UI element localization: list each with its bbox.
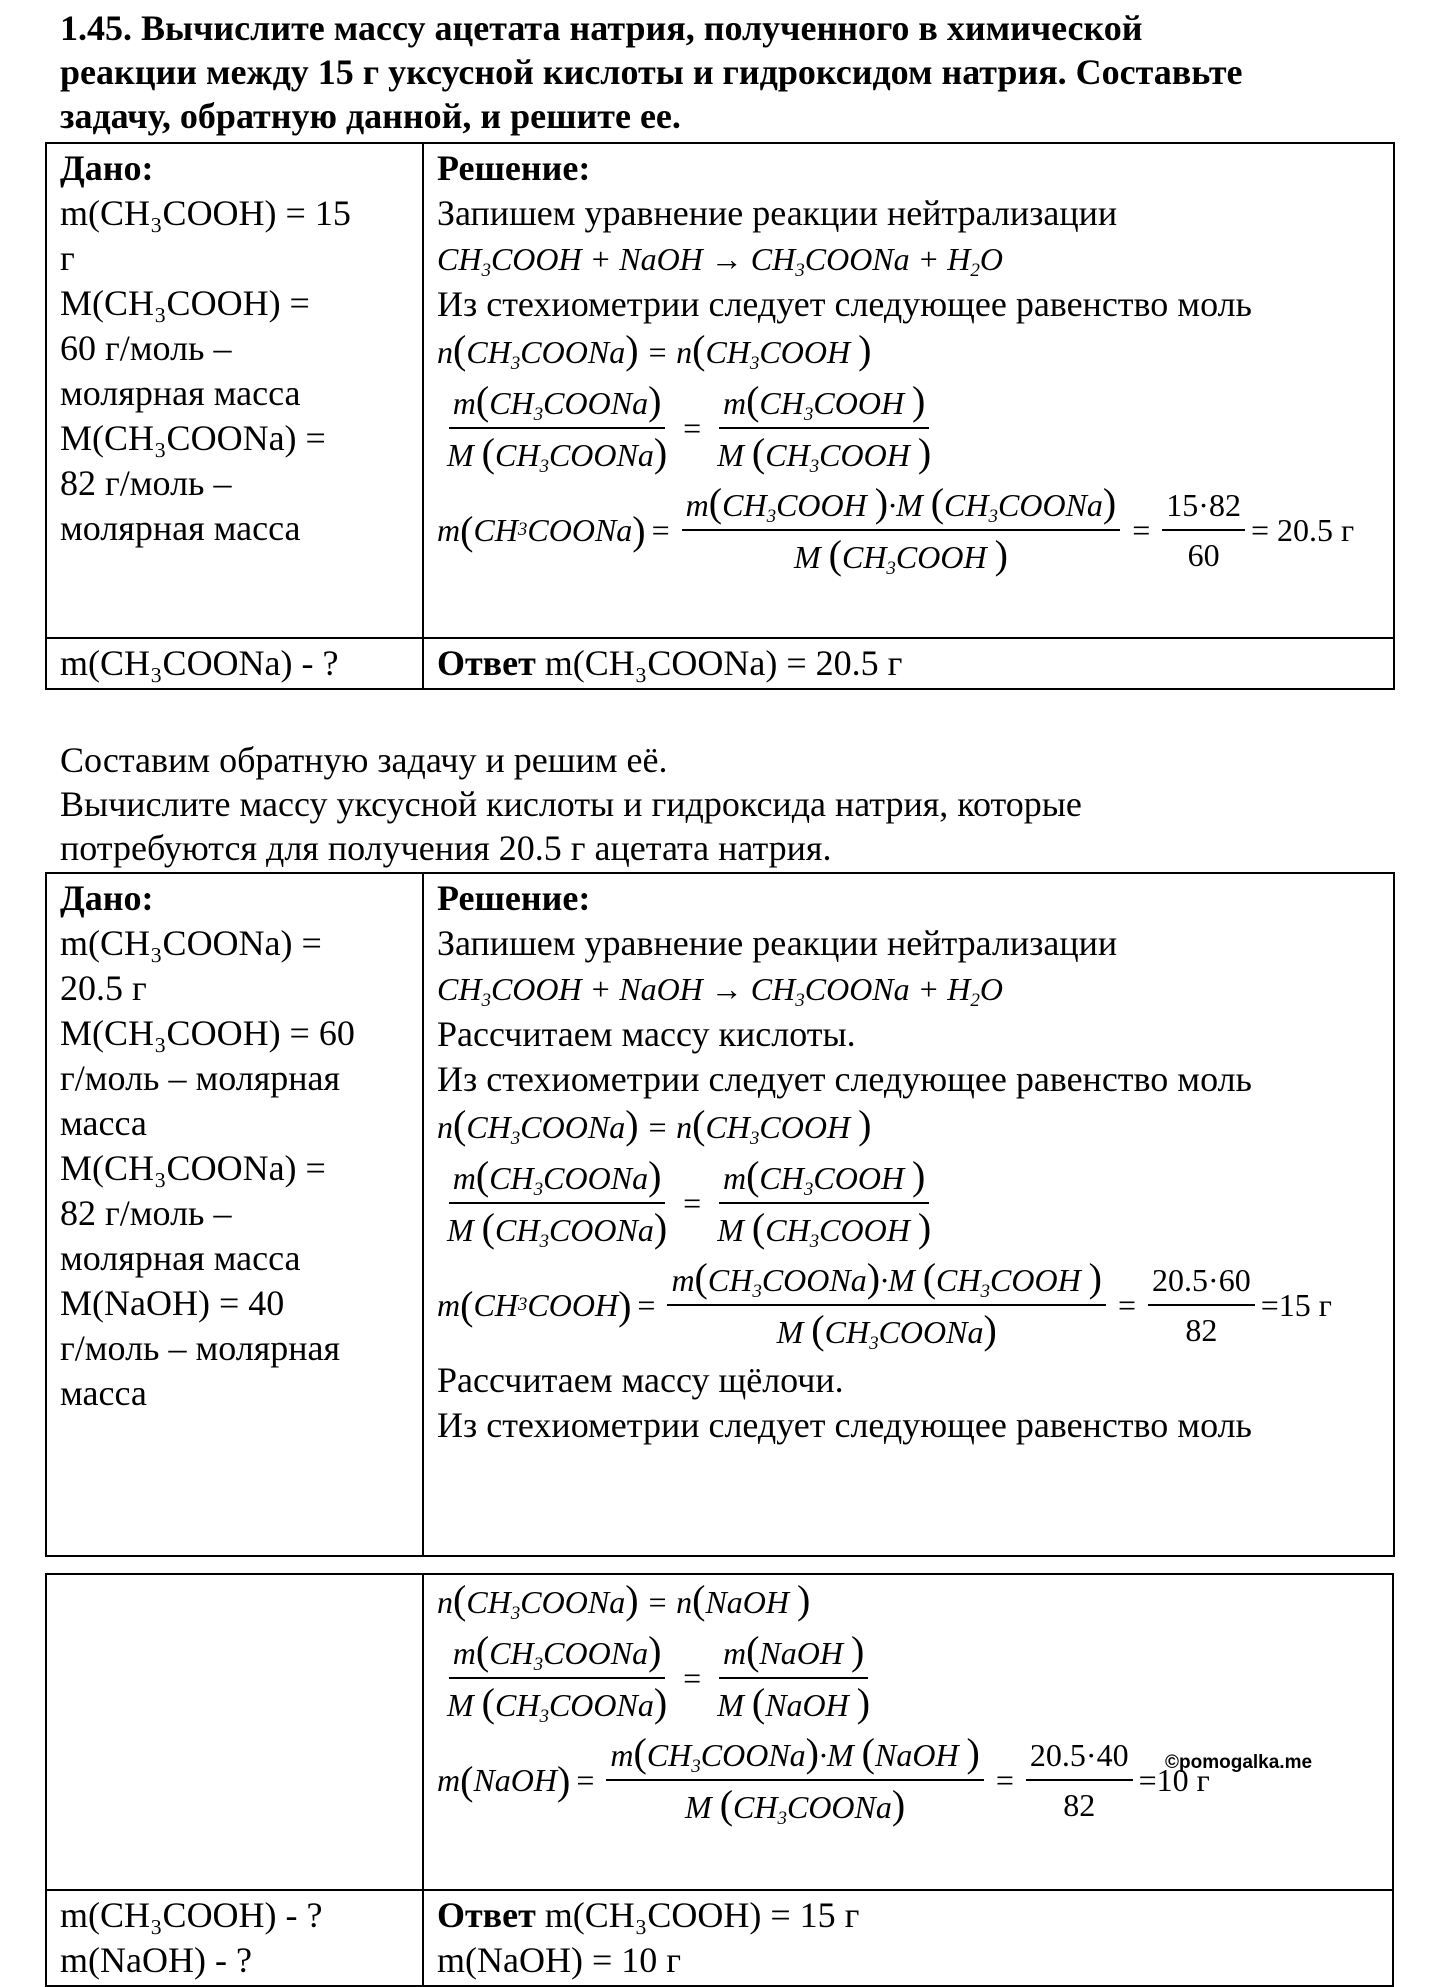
title-line-1: 1.45. Вычислите массу ацетата натрия, полученного в химической (60, 8, 1143, 48)
mole-equality: $n(CH_3COONa)$ = $n(CH_3COOH$ ) (437, 327, 872, 374)
mole-equality: $n(CH_3COONa)$ = $n(CH_3COOH$ ) (437, 1102, 872, 1149)
find-value: m(NaOH) - ? (60, 1940, 252, 1980)
given-line: M(CH₃COOH) = 60 (60, 1013, 355, 1053)
solution-step: Запишем уравнение реакции нейтрализации (437, 193, 1118, 233)
given-cell (46, 143, 423, 638)
given-line: молярная масса (60, 1238, 301, 1278)
given-line: молярная масса (60, 508, 301, 548)
title-line-2: реакции между 15 г уксусной кислоты и гидроксидом натрия. Составьте (60, 52, 1243, 92)
calc-result: = 20.5 г (1250, 511, 1355, 548)
calc-denominator: 60 (1187, 537, 1220, 573)
calc-numerator: 20.5·40 (1026, 1733, 1133, 1781)
answer-label: Ответ (437, 1895, 536, 1935)
given-line: 20.5 г (60, 968, 147, 1008)
solution-table-1 (45, 142, 1395, 690)
title-line-3: задачу, обратную данной, и решите ее. (60, 96, 681, 136)
find-cell (46, 1890, 423, 1986)
answer-value: m(CH₃COOH) = 15 г (544, 1895, 860, 1935)
find-value: m(CH₃COONa) - ? (60, 643, 339, 683)
mass-calc-equation: m ( CH 3 COONa ) = $\frac{m(CH_3COOH )\cdot M (CH_3COONa)}{M (CH_3COOH )}$ = $\frac{15\cdot 82}{60}$ = 20.5 г (437, 480, 1355, 579)
given-line: 82 г/моль – (60, 463, 232, 503)
given-line: M(NaOH) = 40 (60, 1283, 285, 1323)
given-line: г/моль – молярная (60, 1058, 341, 1098)
solution-step: Из стехиометрии следует следующее равенство моль (437, 1059, 1252, 1099)
solution-table-3 (45, 1573, 1394, 1987)
solution-step: Запишем уравнение реакции нейтрализации (437, 923, 1118, 963)
inverse-problem-text (60, 738, 1400, 870)
calc-result: =10 г (1138, 1761, 1210, 1798)
solution-step: Из стехиометрии следует следующее равенство моль (437, 1405, 1252, 1445)
inverse-line-3: потребуются для получения 20.5 г ацетата натрия. (60, 828, 832, 868)
solution-cell (423, 873, 1394, 1556)
calc-denominator: 82 (1063, 1787, 1096, 1823)
solution-cell (423, 1574, 1393, 1890)
given-line: M(CH₃COONa) = (60, 1148, 326, 1188)
reaction-equation: $CH_3COOH$ + NaOH → $CH_3COONa + H_2O$ (437, 241, 1003, 281)
given-line: M(CH₃COOH) = (60, 283, 310, 323)
answer-cell (423, 1890, 1393, 1986)
find-cell (46, 638, 423, 689)
solution-step: Рассчитаем массу щёлочи. (437, 1360, 844, 1400)
given-line: 60 г/моль – (60, 328, 232, 368)
answer-cell (423, 638, 1394, 689)
solution-cell (423, 143, 1394, 638)
calc-result: =15 г (1260, 1286, 1332, 1323)
answer-value: m(NaOH) = 10 г (437, 1940, 682, 1980)
given-line: m(CH₃COOH) = 15 (60, 193, 351, 233)
mole-equality: $n(CH_3COONa)$ = n(NaOH ) (437, 1577, 811, 1624)
given-cell (46, 873, 423, 1556)
inverse-line-2: Вычислите массу уксусной кислоты и гидроксида натрия, которые (60, 784, 1082, 824)
mass-calc-equation: m ( CH 3 COOH ) = $\frac{m(CH_3COONa)\cdot M (CH_3COOH )}{M (CH_3COONa)}$ = $\frac{20.5\cdot 60}{82}$ =15 г (437, 1255, 1332, 1354)
calc-numerator: 20.5·60 (1148, 1258, 1255, 1306)
given-line: масса (60, 1373, 147, 1413)
given-line: масса (60, 1103, 147, 1143)
given-label: Дано: (60, 878, 154, 918)
answer-value: m(CH₃COONa) = 20.5 г (544, 643, 903, 683)
reaction-equation: $CH_3COOH$ + NaOH → $CH_3COONa + H_2O$ (437, 971, 1003, 1011)
mass-ratio-equation: $\frac{m(CH_3COONa)}{M (CH_3COONa)}$ = $\frac{m(CH_3COOH )}{M (CH_3COOH )}$ (447, 378, 932, 477)
solution-label: Решение: (437, 148, 591, 188)
answer-label: Ответ (437, 643, 536, 683)
mass-ratio-equation: $\frac{m(CH_3COONa)}{M (CH_3COONa)}$ = $\frac{\text{m(NaOH )}}{\text{M (NaOH )}}$ (447, 1628, 871, 1727)
solution-step: Из стехиометрии следует следующее равенство моль (437, 284, 1252, 324)
solution-label: Решение: (437, 878, 591, 918)
given-line: 82 г/моль – (60, 1193, 232, 1233)
given-line: г (60, 238, 75, 278)
watermark-text: ©pomogalka.me (1165, 1752, 1313, 1773)
calc-numerator: 15·82 (1162, 483, 1245, 531)
given-label: Дано: (60, 148, 154, 188)
mass-ratio-equation: $\frac{m(CH_3COONa)}{M (CH_3COONa)}$ = $\frac{m(CH_3COOH )}{M (CH_3COOH )}$ (447, 1153, 932, 1252)
problem-title (60, 6, 1400, 138)
given-line: г/моль – молярная (60, 1328, 341, 1368)
solution-step: Рассчитаем массу кислоты. (437, 1014, 856, 1054)
given-line: M(CH₃COONa) = (60, 418, 326, 458)
given-cell-empty (46, 1574, 423, 1890)
inverse-line-1: Составим обратную задачу и решим её. (60, 740, 668, 780)
calc-denominator: 82 (1185, 1312, 1218, 1348)
find-value: m(CH₃COOH) - ? (60, 1895, 323, 1935)
given-line: молярная масса (60, 373, 301, 413)
mass-calc-equation: m ( NaOH ) = $\frac{m(CH_3COONa)\cdot M (NaOH )}{M (CH_3COONa)}$ = $\frac{20.5\cdot 40}{82}$ =10 г (437, 1730, 1210, 1829)
given-line: m(CH₃COONa) = (60, 923, 322, 963)
solution-table-2 (45, 872, 1395, 1557)
